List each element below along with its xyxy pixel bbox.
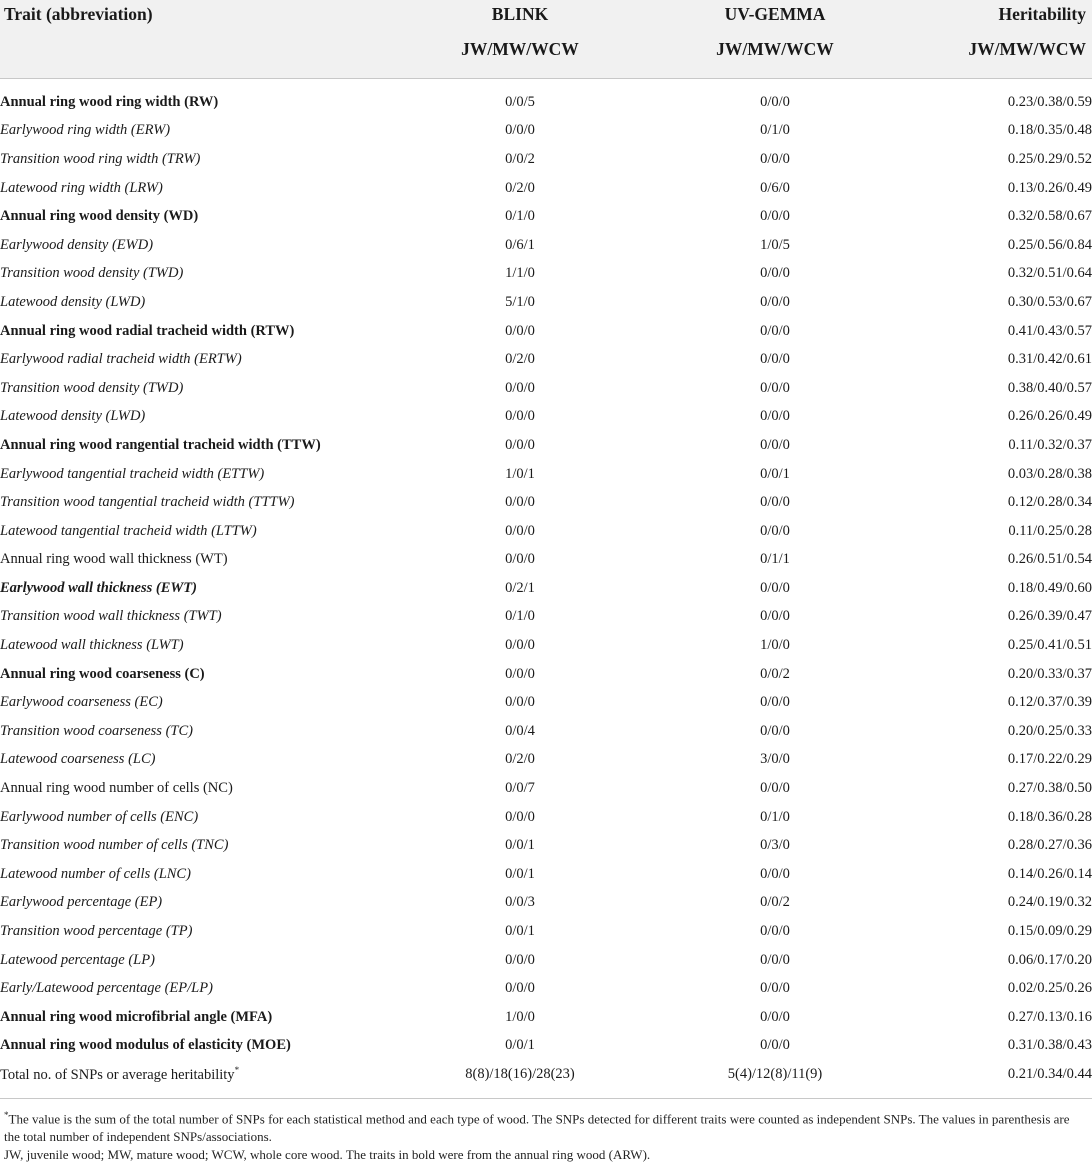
trait-name: Latewood wall thickness bbox=[0, 637, 143, 654]
heritability-cell: 0.11/0.32/0.37 bbox=[1008, 436, 1092, 453]
table-row bbox=[0, 260, 1092, 289]
table-row bbox=[0, 631, 1092, 660]
heritability-cell: 0.26/0.26/0.49 bbox=[1007, 408, 1092, 425]
trait-name: Annual ring wood number of cells bbox=[0, 780, 200, 797]
trait-name: Annual ring wood modulus of elasticity bbox=[0, 1037, 243, 1054]
trait-cell bbox=[0, 88, 420, 117]
table-header-row bbox=[0, 0, 1092, 30]
table-row bbox=[0, 831, 1092, 860]
heritability-cell: 0.30/0.53/0.67 bbox=[1007, 293, 1092, 310]
trait-name: Earlywood percentage bbox=[0, 894, 132, 911]
table-row bbox=[0, 117, 1092, 146]
blink-cell: 0/0/0 bbox=[505, 436, 535, 453]
uv-gemma-cell: 0/0/0 bbox=[760, 694, 790, 711]
blink-cell: 0/0/0 bbox=[505, 522, 535, 539]
table-row bbox=[0, 431, 1092, 460]
heritability-cell: 0.31/0.38/0.43 bbox=[1007, 1037, 1092, 1054]
heritability-cell: 0.23/0.38/0.59 bbox=[1007, 93, 1092, 110]
trait-cell bbox=[0, 1003, 420, 1032]
trait-cell bbox=[0, 717, 420, 746]
table-row bbox=[0, 803, 1092, 832]
uv-gemma-cell: 0/0/0 bbox=[760, 780, 790, 797]
heritability-cell: 0.41/0.43/0.57 bbox=[1007, 322, 1092, 339]
heritability-cell: 0.18/0.49/0.60 bbox=[1007, 579, 1092, 596]
trait-abbreviation: (TP) bbox=[165, 923, 193, 940]
blink-cell: 0/0/0 bbox=[505, 808, 535, 825]
trait-name: Transition wood coarseness bbox=[0, 722, 162, 739]
trait-name: Early/Latewood percentage bbox=[0, 980, 161, 997]
uv-gemma-cell: 0/0/0 bbox=[760, 1008, 790, 1025]
table-row bbox=[0, 403, 1092, 432]
heritability-cell: 0.32/0.51/0.64 bbox=[1007, 265, 1092, 282]
heritability-cell: 0.20/0.25/0.33 bbox=[1007, 722, 1092, 739]
trait-name: Latewood ring width bbox=[0, 179, 121, 196]
trait-name: Earlywood tangential tracheid width bbox=[0, 465, 214, 482]
blink-cell: 0/0/0 bbox=[505, 379, 535, 396]
trait-cell bbox=[0, 946, 420, 975]
trait-abbreviation: (ERTW) bbox=[194, 351, 242, 368]
trait-name: Latewood percentage bbox=[0, 951, 125, 968]
trait-cell bbox=[0, 517, 420, 546]
heritability-cell: 0.12/0.37/0.39 bbox=[1007, 694, 1092, 711]
subheader-uv-gemma: JW/MW/WCW bbox=[716, 39, 834, 59]
table-row bbox=[0, 917, 1092, 946]
trait-abbreviation: (LP) bbox=[128, 951, 155, 968]
table-row bbox=[0, 660, 1092, 689]
uv-gemma-cell: 0/0/1 bbox=[760, 465, 790, 482]
trait-name: Earlywood number of cells bbox=[0, 808, 157, 825]
trait-abbreviation: (LTTW) bbox=[211, 522, 257, 539]
header-blink: BLINK bbox=[491, 4, 549, 24]
trait-abbreviation: (LRW) bbox=[124, 179, 163, 196]
trait-name: Transition wood ring width bbox=[0, 150, 159, 167]
trait-name: Latewood coarseness bbox=[0, 751, 125, 768]
footnote-1 bbox=[4, 1106, 1088, 1146]
blink-cell: 0/2/1 bbox=[505, 579, 535, 596]
uv-gemma-cell: 1/0/5 bbox=[760, 236, 790, 253]
uv-gemma-cell: 0/0/0 bbox=[760, 865, 790, 882]
heritability-cell: 0.27/0.13/0.16 bbox=[1007, 1008, 1092, 1025]
table-row bbox=[0, 1003, 1092, 1032]
table-row bbox=[0, 889, 1092, 918]
trait-cell bbox=[0, 345, 420, 374]
trait-cell bbox=[0, 117, 420, 146]
table-row bbox=[0, 603, 1092, 632]
trait-cell bbox=[0, 317, 420, 346]
table-row bbox=[0, 574, 1092, 603]
footnote-marker: * bbox=[234, 1065, 240, 1076]
blink-cell: 0/0/1 bbox=[505, 837, 535, 854]
blink-cell: 0/2/0 bbox=[505, 179, 535, 196]
data-table bbox=[0, 88, 1092, 1089]
uv-gemma-cell: 0/1/0 bbox=[760, 122, 790, 139]
uv-gemma-cell: 0/0/0 bbox=[760, 408, 790, 425]
table-row bbox=[0, 1032, 1092, 1061]
trait-cell bbox=[0, 660, 420, 689]
heritability-cell: 0.27/0.38/0.50 bbox=[1007, 780, 1092, 797]
heritability-cell: 0.03/0.28/0.38 bbox=[1007, 465, 1092, 482]
header-divider bbox=[0, 78, 1092, 79]
blink-cell: 0/0/0 bbox=[505, 408, 535, 425]
trait-name: Annual ring wood density bbox=[0, 208, 160, 225]
uv-gemma-cell: 0/3/0 bbox=[760, 837, 790, 854]
trait-name: Annual ring wood ring width bbox=[0, 93, 181, 110]
table-subheader-row bbox=[0, 35, 1092, 65]
trait-abbreviation: (ERW) bbox=[130, 122, 171, 139]
trait-abbreviation: (TTTW) bbox=[248, 494, 295, 511]
table-row bbox=[0, 974, 1092, 1003]
uv-gemma-cell: 0/0/0 bbox=[760, 379, 790, 396]
blink-cell: 0/2/0 bbox=[505, 751, 535, 768]
table-row bbox=[0, 717, 1092, 746]
trait-abbreviation: (TNC) bbox=[191, 837, 229, 854]
trait-cell bbox=[0, 631, 420, 660]
trait-cell bbox=[0, 831, 420, 860]
trait-cell bbox=[0, 431, 420, 460]
table-row bbox=[0, 202, 1092, 231]
trait-name: Latewood density bbox=[0, 293, 102, 310]
blink-cell: 1/0/0 bbox=[505, 1008, 535, 1025]
header-uv-gemma: UV-GEMMA bbox=[724, 4, 826, 24]
heritability-cell: 0.18/0.35/0.48 bbox=[1007, 122, 1092, 139]
trait-abbreviation: (TWD) bbox=[143, 379, 184, 396]
header-heritability: Heritability bbox=[998, 4, 1086, 24]
trait-abbreviation: (EP) bbox=[134, 894, 163, 911]
table-row bbox=[0, 946, 1092, 975]
trait-cell bbox=[0, 746, 420, 775]
blink-cell: 0/0/0 bbox=[505, 637, 535, 654]
trait-cell bbox=[0, 688, 420, 717]
trait-abbreviation: (ETTW) bbox=[217, 465, 265, 482]
blink-cell: 8(8)/18(16)/28(23) bbox=[465, 1065, 575, 1082]
table-row bbox=[0, 288, 1092, 317]
trait-abbreviation: (WT) bbox=[195, 551, 228, 568]
blink-cell: 0/0/0 bbox=[505, 122, 535, 139]
blink-cell: 0/0/0 bbox=[505, 551, 535, 568]
table-row bbox=[0, 174, 1092, 203]
heritability-cell: 0.14/0.26/0.14 bbox=[1007, 865, 1092, 882]
blink-cell: 0/0/1 bbox=[505, 865, 535, 882]
trait-name: Annual ring wood rangential tracheid width bbox=[0, 436, 274, 453]
blink-cell: 0/0/0 bbox=[505, 951, 535, 968]
uv-gemma-cell: 3/0/0 bbox=[760, 751, 790, 768]
uv-gemma-cell: 0/0/0 bbox=[760, 579, 790, 596]
table-row bbox=[0, 746, 1092, 775]
blink-cell: 0/0/1 bbox=[505, 923, 535, 940]
blink-cell: 0/0/3 bbox=[505, 894, 535, 911]
trait-abbreviation: (EC) bbox=[134, 694, 163, 711]
heritability-cell: 0.17/0.22/0.29 bbox=[1007, 751, 1092, 768]
table-row bbox=[0, 774, 1092, 803]
blink-cell: 0/0/1 bbox=[505, 1037, 535, 1054]
uv-gemma-cell: 0/0/0 bbox=[760, 351, 790, 368]
blink-cell: 1/1/0 bbox=[505, 265, 535, 282]
table-row bbox=[0, 488, 1092, 517]
trait-abbreviation: (LWD) bbox=[105, 408, 146, 425]
blink-cell: 0/0/0 bbox=[505, 494, 535, 511]
trait-abbreviation: (NC) bbox=[202, 780, 233, 797]
trait-cell bbox=[0, 603, 420, 632]
uv-gemma-cell: 0/6/0 bbox=[760, 179, 790, 196]
footnote-1-text: The value is the sum of the total number of SNPs for each statistical method and each type of wood. The SNPs detected for different traits were counted as independent SNPs. The values in parenthesis are the total number of independent SNPs/associations. bbox=[4, 1111, 1070, 1145]
trait-name: Earlywood radial tracheid width bbox=[0, 351, 191, 368]
trait-cell bbox=[0, 774, 420, 803]
trait-abbreviation: (EWD) bbox=[111, 236, 154, 253]
heritability-cell: 0.31/0.42/0.61 bbox=[1007, 351, 1092, 368]
trait-abbreviation: (LWT) bbox=[146, 637, 184, 654]
trait-name: Earlywood coarseness bbox=[0, 694, 131, 711]
heritability-cell: 0.38/0.40/0.57 bbox=[1007, 379, 1092, 396]
heritability-cell: 0.11/0.25/0.28 bbox=[1008, 522, 1092, 539]
trait-cell bbox=[0, 803, 420, 832]
table-row bbox=[0, 688, 1092, 717]
blink-cell: 0/0/2 bbox=[505, 150, 535, 167]
blink-cell: 0/0/4 bbox=[505, 722, 535, 739]
trait-name: Transition wood density bbox=[0, 379, 140, 396]
trait-cell bbox=[0, 202, 420, 231]
trait-abbreviation: (TRW) bbox=[161, 150, 201, 167]
heritability-cell: 0.20/0.33/0.37 bbox=[1007, 665, 1092, 682]
trait-abbreviation: (LNC) bbox=[153, 865, 191, 882]
trait-abbreviation: (LC) bbox=[128, 751, 156, 768]
blink-cell: 0/6/1 bbox=[505, 236, 535, 253]
trait-name: Annual ring wood microfibrial angle bbox=[0, 1008, 227, 1025]
blink-cell: 0/2/0 bbox=[505, 351, 535, 368]
trait-abbreviation: (C) bbox=[184, 665, 205, 682]
heritability-cell: 0.25/0.56/0.84 bbox=[1007, 236, 1092, 253]
table-body bbox=[0, 88, 1092, 1089]
trait-name: Transition wood density bbox=[0, 265, 140, 282]
heritability-cell: 0.12/0.28/0.34 bbox=[1007, 494, 1092, 511]
uv-gemma-cell: 0/0/0 bbox=[760, 93, 790, 110]
uv-gemma-cell: 0/0/0 bbox=[760, 322, 790, 339]
trait-cell bbox=[0, 260, 420, 289]
heritability-cell: 0.18/0.36/0.28 bbox=[1007, 808, 1092, 825]
trait-abbreviation: (MFA) bbox=[230, 1008, 273, 1025]
trait-abbreviation: (TC) bbox=[165, 722, 193, 739]
subheader-heritability: JW/MW/WCW bbox=[968, 39, 1086, 59]
trait-cell bbox=[0, 1032, 420, 1061]
heritability-cell: 0.25/0.29/0.52 bbox=[1007, 150, 1092, 167]
table-row bbox=[0, 317, 1092, 346]
trait-cell bbox=[0, 145, 420, 174]
trait-abbreviation: (ENC) bbox=[160, 808, 199, 825]
trait-cell bbox=[0, 174, 420, 203]
blink-cell: 0/0/0 bbox=[505, 665, 535, 682]
blink-cell: 0/0/0 bbox=[505, 980, 535, 997]
uv-gemma-cell: 0/0/0 bbox=[760, 208, 790, 225]
trait-name: Earlywood density bbox=[0, 236, 109, 253]
trait-name: Transition wood percentage bbox=[0, 923, 163, 940]
trait-cell bbox=[0, 374, 420, 403]
trait-name: Latewood tangential tracheid width bbox=[0, 522, 208, 539]
footer-divider bbox=[0, 1098, 1092, 1099]
table-row bbox=[0, 231, 1092, 260]
header-trait: Trait (abbreviation) bbox=[4, 4, 153, 24]
table-row bbox=[0, 345, 1092, 374]
trait-cell bbox=[0, 546, 420, 575]
uv-gemma-cell: 0/0/0 bbox=[760, 980, 790, 997]
uv-gemma-cell: 0/0/0 bbox=[760, 265, 790, 282]
trait-name: Latewood number of cells bbox=[0, 865, 151, 882]
trait-cell bbox=[0, 574, 420, 603]
uv-gemma-cell: 0/0/0 bbox=[760, 522, 790, 539]
trait-name: Transition wood number of cells bbox=[0, 837, 188, 854]
table-row bbox=[0, 517, 1092, 546]
trait-cell bbox=[0, 974, 420, 1003]
heritability-cell: 0.15/0.09/0.29 bbox=[1007, 923, 1092, 940]
uv-gemma-cell: 0/0/0 bbox=[760, 722, 790, 739]
blink-cell: 5/1/0 bbox=[505, 293, 535, 310]
heritability-cell: 0.32/0.58/0.67 bbox=[1007, 208, 1092, 225]
table-row bbox=[0, 860, 1092, 889]
subheader-blink: JW/MW/WCW bbox=[461, 39, 579, 59]
trait-name: Total no. of SNPs or average heritability bbox=[0, 1066, 235, 1083]
footnote-2: JW, juvenile wood; MW, mature wood; WCW, whole core wood. The traits in bold were from the annual ring wood (ARW). bbox=[4, 1147, 651, 1162]
trait-abbreviation: (RTW) bbox=[250, 322, 295, 339]
trait-abbreviation: (WD) bbox=[163, 208, 199, 225]
trait-name: Earlywood ring width bbox=[0, 122, 128, 139]
table-row bbox=[0, 460, 1092, 489]
blink-cell: 0/1/0 bbox=[505, 208, 535, 225]
table-row bbox=[0, 546, 1092, 575]
trait-abbreviation: (TWD) bbox=[143, 265, 184, 282]
blink-cell: 0/0/7 bbox=[505, 780, 535, 797]
trait-name: Transition wood tangential tracheid width bbox=[0, 494, 245, 511]
uv-gemma-cell: 0/0/0 bbox=[760, 436, 790, 453]
blink-cell: 0/1/0 bbox=[505, 608, 535, 625]
table-row bbox=[0, 1060, 1092, 1089]
trait-cell bbox=[0, 231, 420, 260]
table-row bbox=[0, 145, 1092, 174]
trait-cell bbox=[0, 860, 420, 889]
trait-cell bbox=[0, 288, 420, 317]
uv-gemma-cell: 0/0/0 bbox=[760, 608, 790, 625]
uv-gemma-cell: 0/0/0 bbox=[760, 951, 790, 968]
blink-cell: 0/0/0 bbox=[505, 694, 535, 711]
trait-cell bbox=[0, 1060, 420, 1089]
blink-cell: 0/0/5 bbox=[505, 93, 535, 110]
heritability-cell: 0.21/0.34/0.44 bbox=[1007, 1065, 1092, 1082]
uv-gemma-cell: 0/1/0 bbox=[760, 808, 790, 825]
trait-name: Annual ring wood radial tracheid width bbox=[0, 322, 247, 339]
heritability-cell: 0.26/0.39/0.47 bbox=[1007, 608, 1092, 625]
trait-cell bbox=[0, 917, 420, 946]
heritability-cell: 0.28/0.27/0.36 bbox=[1007, 837, 1092, 854]
uv-gemma-cell: 5(4)/12(8)/11(9) bbox=[727, 1065, 823, 1082]
trait-abbreviation: (TWT) bbox=[183, 608, 222, 625]
uv-gemma-cell: 0/1/1 bbox=[760, 551, 790, 568]
trait-abbreviation: (EP/LP) bbox=[164, 980, 213, 997]
heritability-cell: 0.25/0.41/0.51 bbox=[1007, 637, 1092, 654]
footnote-marker: * bbox=[4, 1110, 9, 1120]
trait-name: Annual ring wood wall thickness bbox=[0, 551, 192, 568]
trait-cell bbox=[0, 460, 420, 489]
trait-cell bbox=[0, 889, 420, 918]
heritability-cell: 0.24/0.19/0.32 bbox=[1007, 894, 1092, 911]
uv-gemma-cell: 0/0/0 bbox=[760, 293, 790, 310]
trait-abbreviation: (MOE) bbox=[246, 1037, 291, 1054]
blink-cell: 1/0/1 bbox=[505, 465, 535, 482]
trait-name: Transition wood wall thickness bbox=[0, 608, 181, 625]
uv-gemma-cell: 0/0/0 bbox=[760, 494, 790, 511]
trait-name: Earlywood wall thickness bbox=[0, 579, 153, 596]
uv-gemma-cell: 0/0/2 bbox=[760, 665, 790, 682]
blink-cell: 0/0/0 bbox=[505, 322, 535, 339]
uv-gemma-cell: 0/0/2 bbox=[760, 894, 790, 911]
table-row bbox=[0, 88, 1092, 117]
uv-gemma-cell: 0/0/0 bbox=[760, 150, 790, 167]
uv-gemma-cell: 0/0/0 bbox=[760, 1037, 790, 1054]
trait-name: Annual ring wood coarseness bbox=[0, 665, 181, 682]
heritability-cell: 0.13/0.26/0.49 bbox=[1007, 179, 1092, 196]
trait-cell bbox=[0, 403, 420, 432]
trait-abbreviation: (LWD) bbox=[105, 293, 146, 310]
trait-cell bbox=[0, 488, 420, 517]
trait-abbreviation: (EWT) bbox=[155, 579, 197, 596]
heritability-cell: 0.26/0.51/0.54 bbox=[1007, 551, 1092, 568]
trait-abbreviation: (RW) bbox=[184, 93, 219, 110]
trait-name: Latewood density bbox=[0, 408, 102, 425]
uv-gemma-cell: 1/0/0 bbox=[760, 637, 790, 654]
uv-gemma-cell: 0/0/0 bbox=[760, 923, 790, 940]
heritability-cell: 0.06/0.17/0.20 bbox=[1007, 951, 1092, 968]
table-row bbox=[0, 374, 1092, 403]
heritability-cell: 0.02/0.25/0.26 bbox=[1007, 980, 1092, 997]
trait-abbreviation: (TTW) bbox=[277, 436, 321, 453]
